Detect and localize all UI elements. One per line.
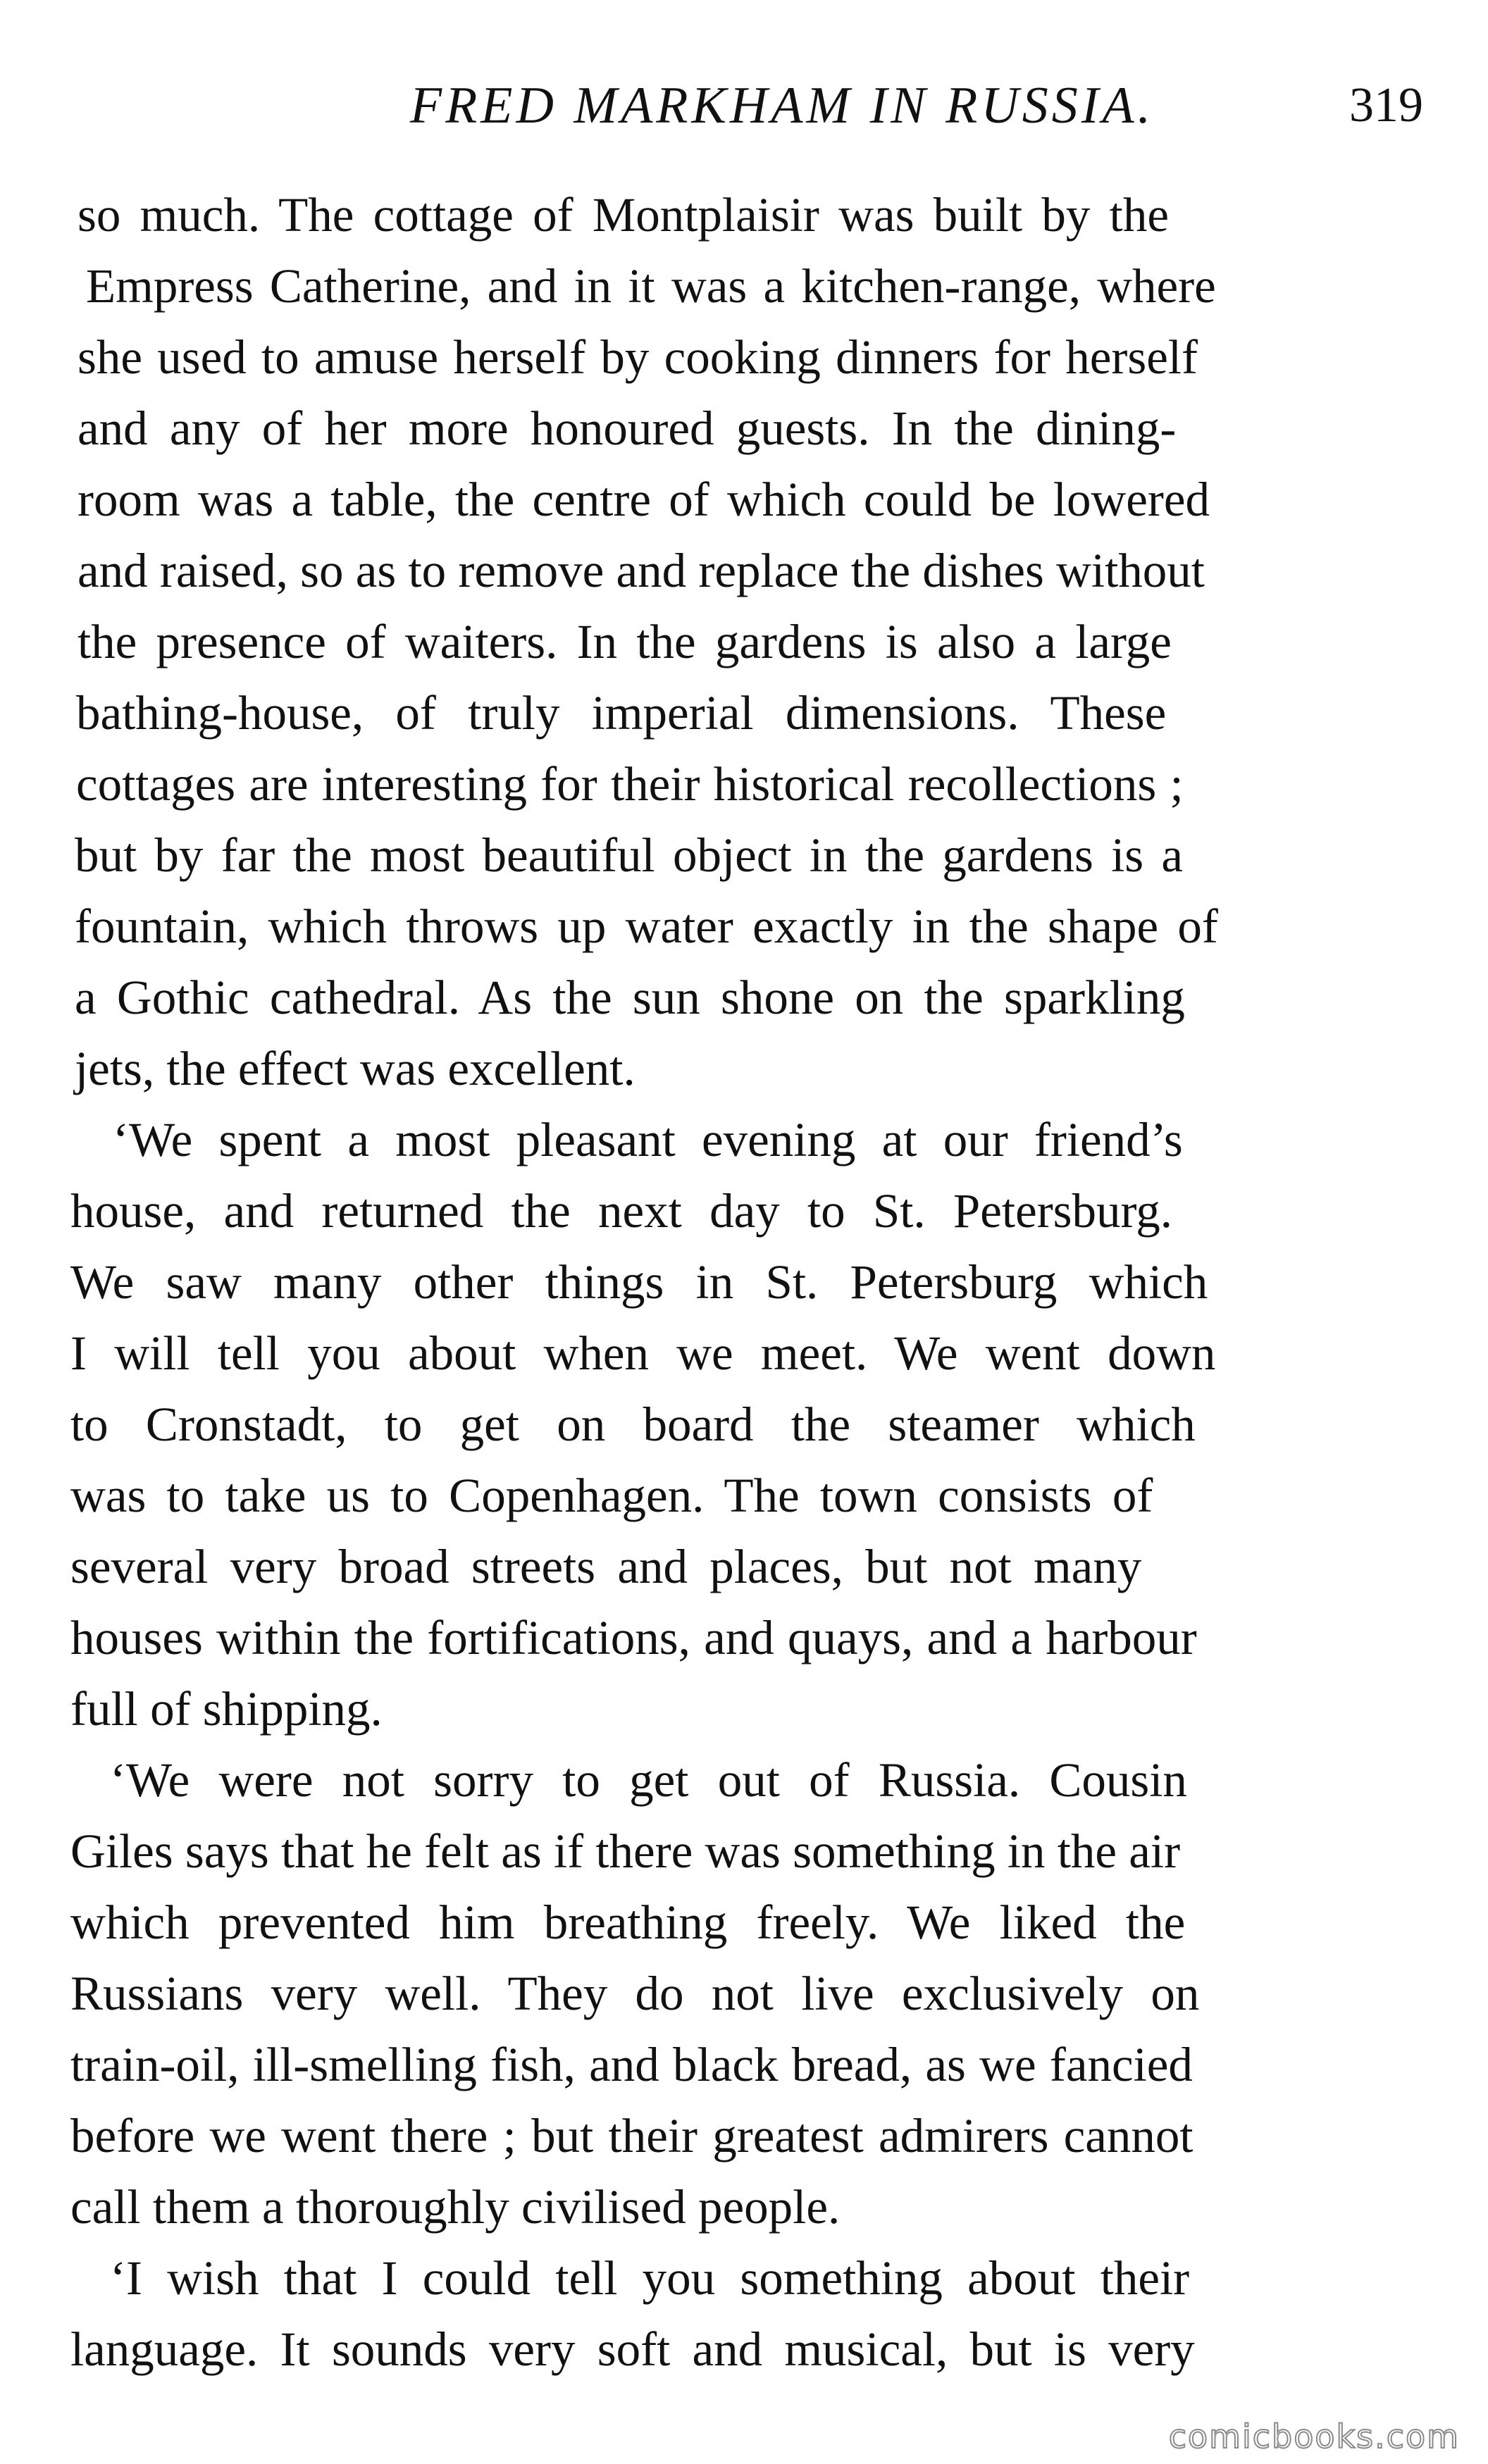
- text-line: cottages are interesting for their historical recollections ;: [76, 757, 1184, 811]
- text-line: the presence of waiters. In the gardens is also a large: [78, 615, 1172, 668]
- text-line: several very broad streets and places, but not many: [70, 1540, 1142, 1593]
- text-line: house, and returned the next day to St. Petersburg.: [70, 1184, 1173, 1238]
- text-line: which prevented him breathing freely. We liked the: [70, 1896, 1186, 1949]
- page-number: 319: [1349, 78, 1423, 132]
- text-line: she used to amuse herself by cooking dinners for herself: [78, 330, 1198, 384]
- text-line: We saw many other things in St. Petersburg which: [70, 1255, 1208, 1309]
- text-line: before we went there ; but their greatest admirers cannot: [70, 2109, 1194, 2163]
- text-line: call them a thoroughly civilised people.: [70, 2180, 841, 2234]
- text-line: jets, the effect was excellent.: [75, 1042, 636, 1095]
- text-line: room was a table, the centre of which could be lowered: [78, 473, 1210, 526]
- text-line: so much. The cottage of Montplaisir was built by the: [78, 188, 1169, 242]
- text-line: and raised, so as to remove and replace the dishes without: [78, 544, 1205, 597]
- text-line: ‘I wish that I could tell you something about their: [110, 2251, 1190, 2305]
- text-line: Giles says that he felt as if there was something in the air: [70, 1824, 1181, 1878]
- text-line: ‘We spent a most pleasant evening at our friend’s: [113, 1113, 1183, 1166]
- text-line: Russians very well. They do not live exclusively on: [70, 1967, 1200, 2020]
- text-line: houses within the fortifications, and quays, and a harbour: [70, 1611, 1197, 1665]
- text-line: but by far the most beautiful object in the gardens is a: [75, 828, 1184, 882]
- body-text: [70, 180, 1423, 2385]
- text-line: fountain, which throws up water exactly in the shape of: [75, 900, 1218, 953]
- running-title: FRED MARKHAM IN RUSSIA.: [409, 77, 1155, 135]
- text-line: ‘We were not sorry to get out of Russia. Cousin: [110, 1753, 1187, 1807]
- text-line: full of shipping.: [70, 1682, 383, 1736]
- text-line: a Gothic cathedral. As the sun shone on the sparkling: [75, 971, 1185, 1024]
- text-line: language. It sounds very soft and musical, but is very: [70, 2322, 1195, 2376]
- text-line: I will tell you about when we meet. We went down: [70, 1326, 1216, 1380]
- watermark: comicbooks.com: [1168, 2418, 1460, 2456]
- text-line: was to take us to Copenhagen. The town consists of: [70, 1469, 1153, 1522]
- text-line: train-oil, ill-smelling fish, and black bread, as we fancied: [70, 2038, 1193, 2091]
- text-line: Empress Catherine, and in it was a kitchen-range, where: [86, 259, 1216, 313]
- running-head: [70, 67, 1423, 144]
- text-line: bathing-house, of truly imperial dimensions. These: [76, 686, 1167, 740]
- text-line: and any of her more honoured guests. In the dining-: [78, 402, 1177, 455]
- text-line: to Cronstadt, to get on board the steamer which: [70, 1398, 1196, 1451]
